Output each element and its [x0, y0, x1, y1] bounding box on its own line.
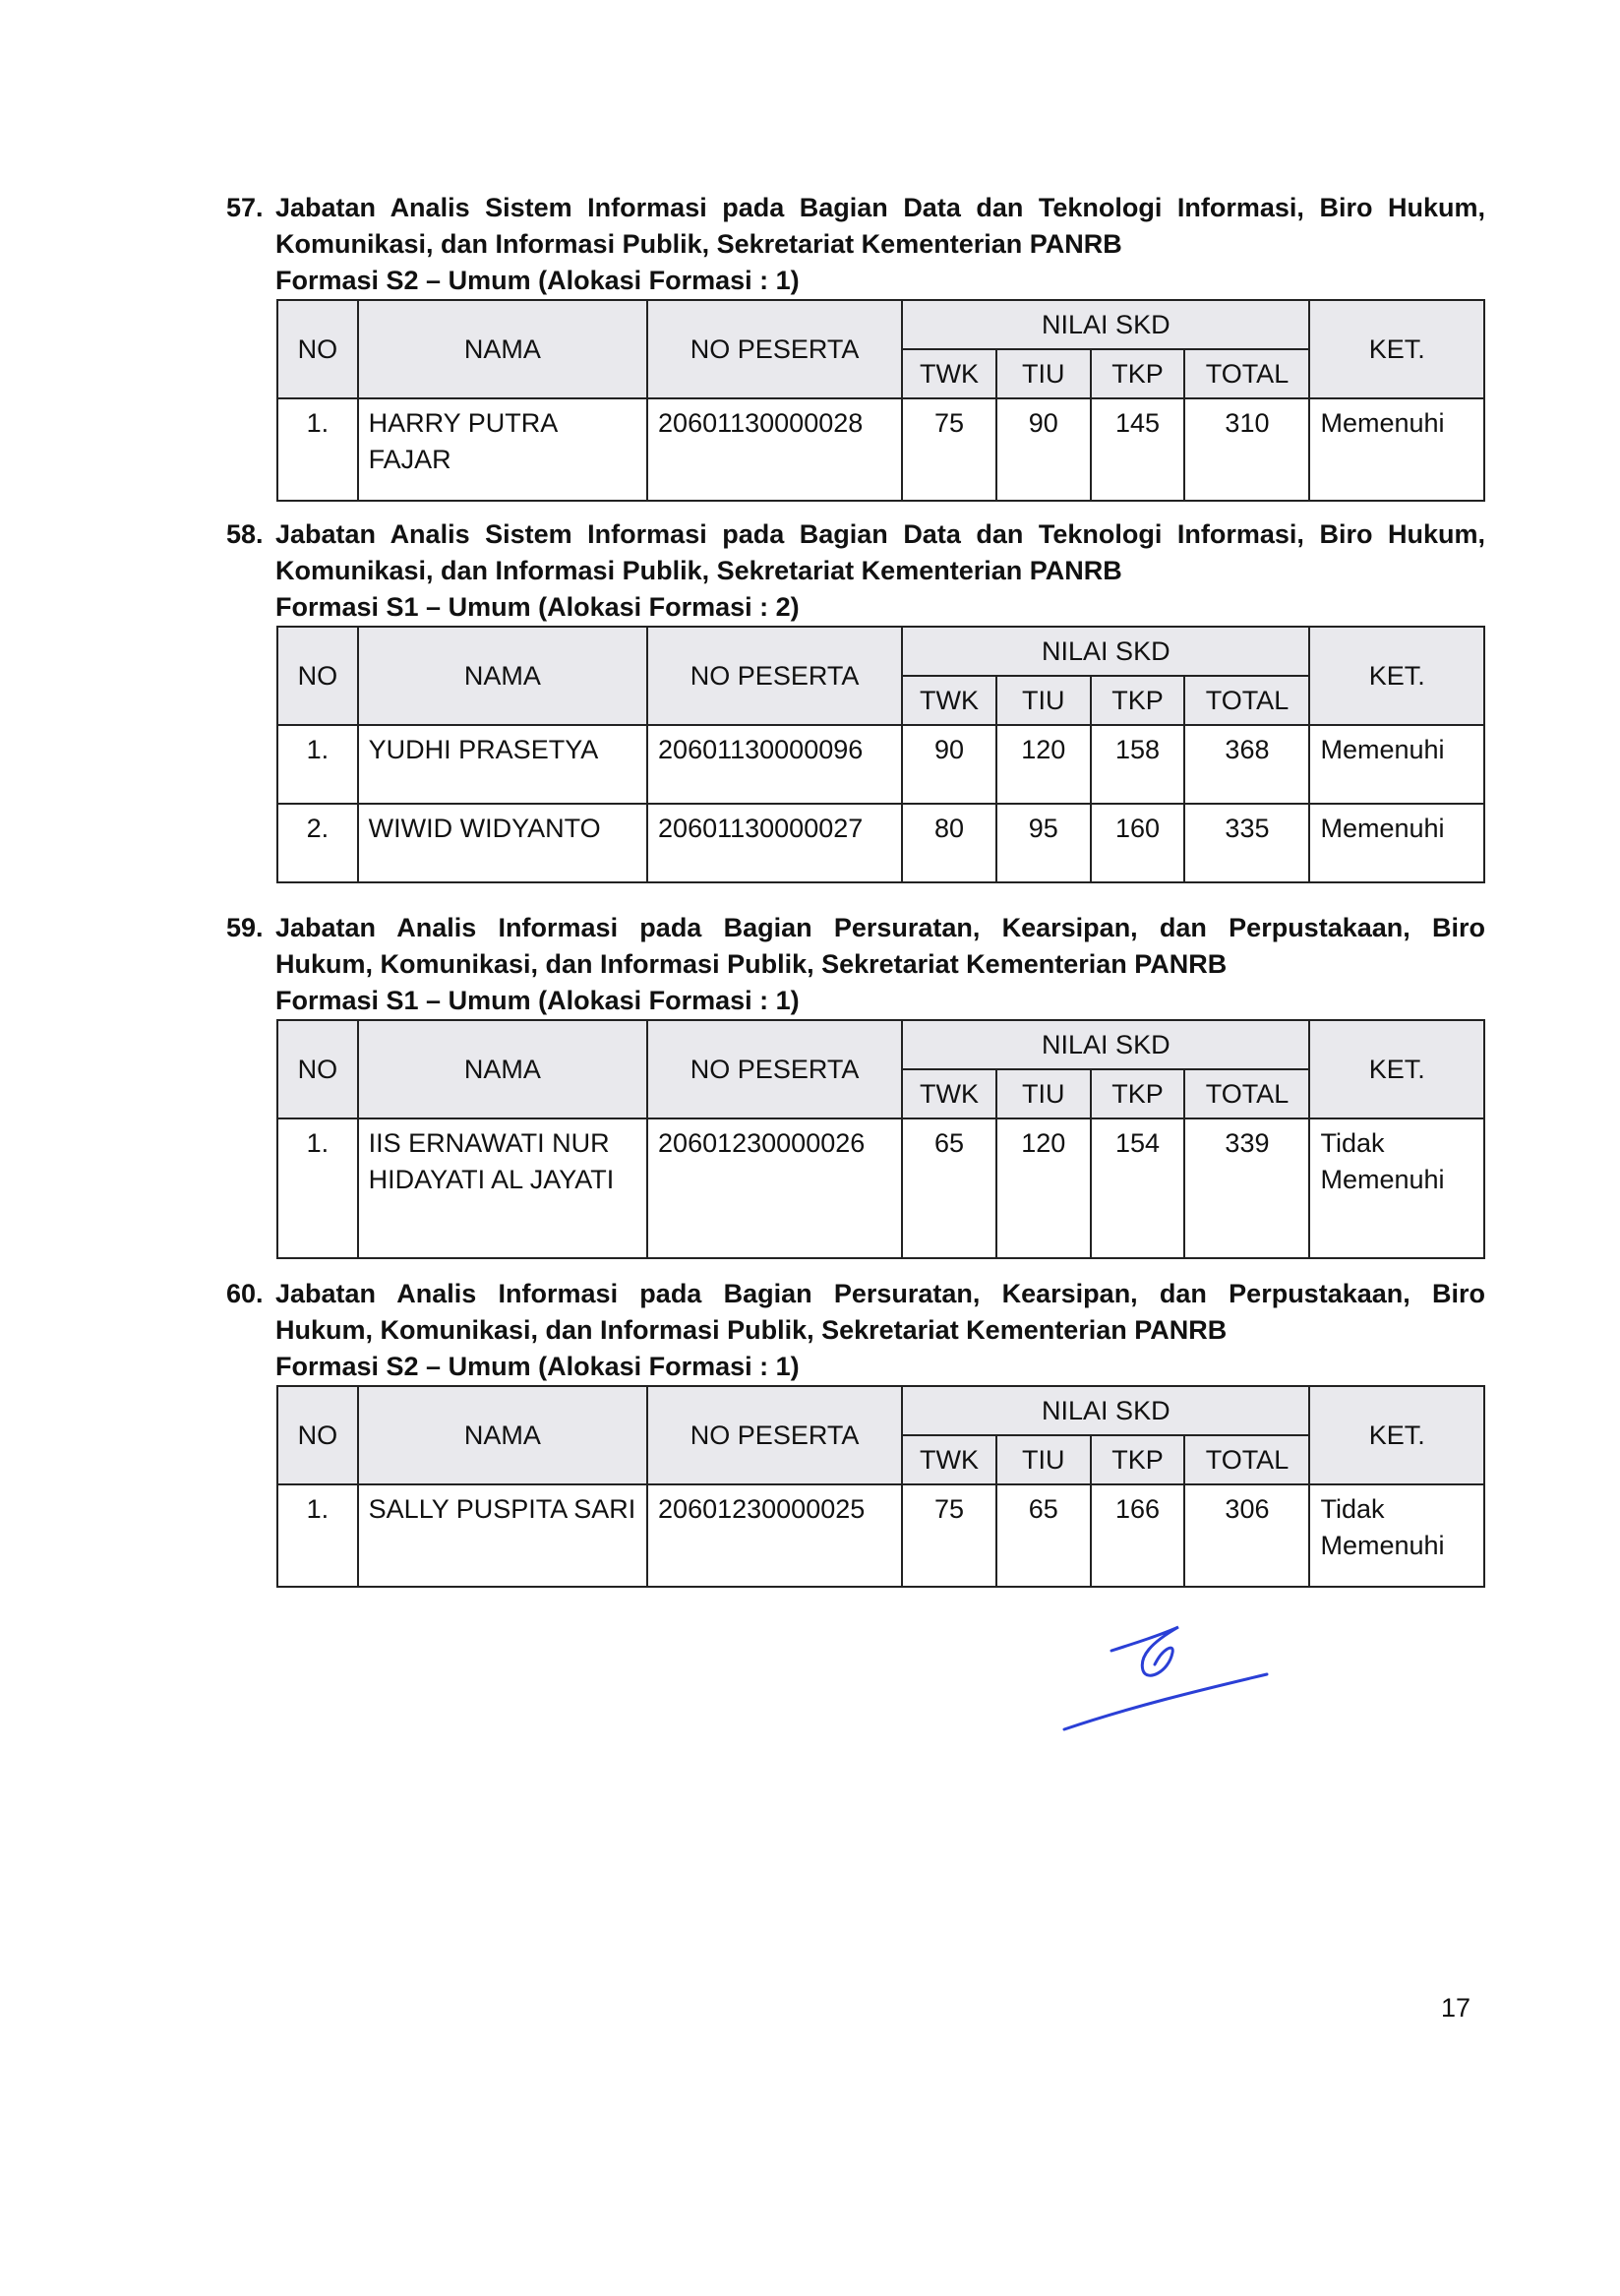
section-title [226, 516, 1485, 626]
header-ket: KET. [1309, 1020, 1484, 1118]
cell-no: 2. [277, 804, 358, 882]
header-no-peserta: NO PESERTA [647, 1386, 902, 1484]
header-nama: NAMA [358, 627, 647, 725]
header-no-peserta: NO PESERTA [647, 1020, 902, 1118]
title-line-1: Jabatan Analis Sistem Informasi pada Bagian Data dan Teknologi Informasi, Biro Hukum, [275, 519, 1485, 549]
header-tkp: TKP [1091, 1069, 1185, 1118]
cell-tiu: 65 [996, 1484, 1091, 1587]
cell-tiu: 120 [996, 1118, 1091, 1258]
header-twk: TWK [902, 1435, 996, 1484]
header-no-peserta: NO PESERTA [647, 300, 902, 398]
header-ket: KET. [1309, 627, 1484, 725]
table-row [277, 725, 1484, 804]
header-twk: TWK [902, 1069, 996, 1118]
header-no-peserta: NO PESERTA [647, 627, 902, 725]
cell-nama: WIWID WIDYANTO [358, 804, 647, 882]
signature [1052, 1613, 1269, 1741]
header-no: NO [277, 1386, 358, 1484]
cell-no-peserta: 20601130000027 [647, 804, 902, 882]
cell-nama: IIS ERNAWATI NUR HIDAYATI AL JAYATI [358, 1118, 647, 1258]
header-ket: KET. [1309, 1386, 1484, 1484]
formasi-line: Formasi S1 – Umum (Alokasi Formasi : 2) [275, 592, 800, 622]
table-row [277, 804, 1484, 882]
title-line-2: Hukum, Komunikasi, dan Informasi Publik, Sekretariat Kementerian PANRB [275, 1315, 1228, 1345]
title-line-2: Komunikasi, dan Informasi Publik, Sekretariat Kementerian PANRB [275, 229, 1122, 259]
cell-no-peserta: 20601230000025 [647, 1484, 902, 1587]
cell-twk: 65 [902, 1118, 996, 1258]
title-line-2: Komunikasi, dan Informasi Publik, Sekretariat Kementerian PANRB [275, 556, 1122, 585]
cell-no: 1. [277, 1118, 358, 1258]
header-nama: NAMA [358, 300, 647, 398]
cell-ket: Memenuhi [1309, 804, 1484, 882]
page-number: 17 [1441, 1993, 1471, 2023]
cell-total: 339 [1184, 1118, 1309, 1258]
header-tkp: TKP [1091, 349, 1185, 398]
header-nilai-skd: NILAI SKD [902, 627, 1309, 676]
cell-total: 335 [1184, 804, 1309, 882]
section-title [226, 190, 1485, 299]
cell-nama: HARRY PUTRA FAJAR [358, 398, 647, 501]
cell-ket: Tidak Memenuhi [1309, 1484, 1484, 1587]
table-row [277, 1118, 1484, 1258]
cell-ket: Tidak Memenuhi [1309, 1118, 1484, 1258]
cell-total: 306 [1184, 1484, 1309, 1587]
section-60 [226, 1276, 1485, 1560]
header-twk: TWK [902, 349, 996, 398]
cell-tiu: 95 [996, 804, 1091, 882]
header-total: TOTAL [1184, 676, 1309, 725]
cell-twk: 80 [902, 804, 996, 882]
section-title [226, 910, 1485, 1019]
header-no: NO [277, 1020, 358, 1118]
cell-twk: 90 [902, 725, 996, 804]
cell-nama: YUDHI PRASETYA [358, 725, 647, 804]
title-line-1: Jabatan Analis Sistem Informasi pada Bagian Data dan Teknologi Informasi, Biro Hukum, [275, 193, 1485, 222]
header-nilai-skd: NILAI SKD [902, 1020, 1309, 1069]
section-title [226, 1276, 1485, 1385]
header-ket: KET. [1309, 300, 1484, 398]
section-number: 58. [226, 519, 264, 549]
cell-no-peserta: 20601130000028 [647, 398, 902, 501]
header-nilai-skd: NILAI SKD [902, 1386, 1309, 1435]
header-tkp: TKP [1091, 676, 1185, 725]
section-number: 57. [226, 193, 264, 222]
cell-no: 1. [277, 1484, 358, 1587]
results-table [276, 626, 1485, 883]
cell-no: 1. [277, 725, 358, 804]
header-tiu: TIU [996, 1069, 1091, 1118]
cell-ket: Memenuhi [1309, 725, 1484, 804]
header-tkp: TKP [1091, 1435, 1185, 1484]
cell-ket: Memenuhi [1309, 398, 1484, 501]
header-total: TOTAL [1184, 1069, 1309, 1118]
cell-tiu: 120 [996, 725, 1091, 804]
cell-total: 310 [1184, 398, 1309, 501]
header-tiu: TIU [996, 676, 1091, 725]
cell-tiu: 90 [996, 398, 1091, 501]
formasi-line: Formasi S2 – Umum (Alokasi Formasi : 1) [275, 266, 800, 295]
cell-no: 1. [277, 398, 358, 501]
signature-underline [1064, 1674, 1267, 1729]
header-no: NO [277, 627, 358, 725]
section-57 [226, 190, 1485, 474]
cell-tkp: 158 [1091, 725, 1185, 804]
header-nilai-skd: NILAI SKD [902, 300, 1309, 349]
formasi-line: Formasi S2 – Umum (Alokasi Formasi : 1) [275, 1352, 800, 1381]
results-table [276, 1019, 1485, 1259]
section-59 [226, 910, 1485, 1194]
header-nama: NAMA [358, 1020, 647, 1118]
header-tiu: TIU [996, 1435, 1091, 1484]
title-line-1: Jabatan Analis Informasi pada Bagian Persuratan, Kearsipan, dan Perpustakaan, Biro [275, 1279, 1485, 1308]
table-row [277, 398, 1484, 501]
header-no: NO [277, 300, 358, 398]
cell-no-peserta: 20601130000096 [647, 725, 902, 804]
results-table [276, 1385, 1485, 1588]
cell-twk: 75 [902, 1484, 996, 1587]
cell-tkp: 166 [1091, 1484, 1185, 1587]
header-nama: NAMA [358, 1386, 647, 1484]
cell-total: 368 [1184, 725, 1309, 804]
cell-tkp: 160 [1091, 804, 1185, 882]
title-line-1: Jabatan Analis Informasi pada Bagian Persuratan, Kearsipan, dan Perpustakaan, Biro [275, 913, 1485, 942]
header-total: TOTAL [1184, 1435, 1309, 1484]
header-tiu: TIU [996, 349, 1091, 398]
signature-stroke [1111, 1627, 1178, 1675]
cell-tkp: 154 [1091, 1118, 1185, 1258]
cell-twk: 75 [902, 398, 996, 501]
cell-nama: SALLY PUSPITA SARI [358, 1484, 647, 1587]
section-58 [226, 516, 1485, 843]
title-line-2: Hukum, Komunikasi, dan Informasi Publik, Sekretariat Kementerian PANRB [275, 949, 1228, 979]
section-number: 60. [226, 1279, 264, 1308]
section-number: 59. [226, 913, 264, 942]
header-total: TOTAL [1184, 349, 1309, 398]
cell-no-peserta: 20601230000026 [647, 1118, 902, 1258]
cell-tkp: 145 [1091, 398, 1185, 501]
results-table [276, 299, 1485, 502]
table-row [277, 1484, 1484, 1587]
header-twk: TWK [902, 676, 996, 725]
formasi-line: Formasi S1 – Umum (Alokasi Formasi : 1) [275, 986, 800, 1015]
